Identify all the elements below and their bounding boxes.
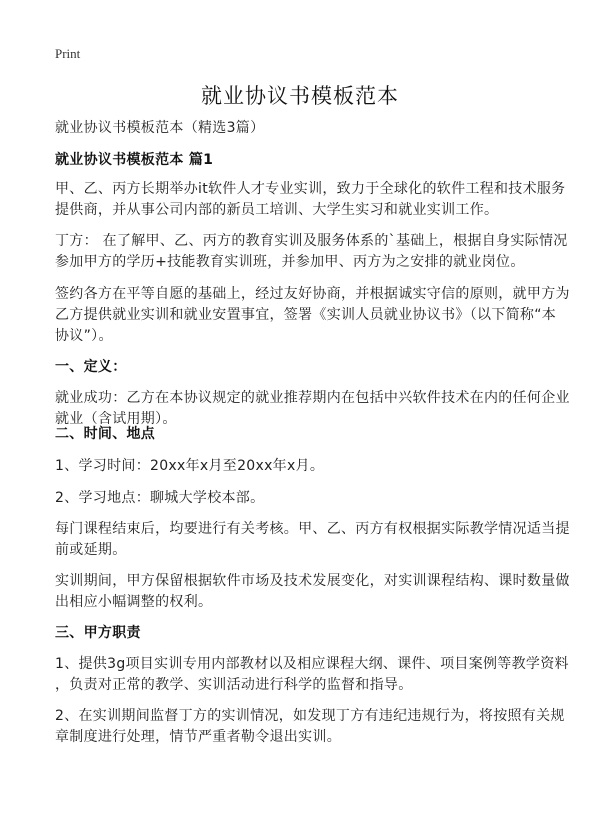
text-line: 章制度进行处理，情节严重者勒令退出实训。 (55, 729, 341, 745)
item-study-time: 1、学习时间：20xx年x月至20xx年x月。 (55, 458, 325, 474)
heading-definition: 一、定义： (55, 359, 127, 375)
item-study-place: 2、学习地点：聊城大学校本部。 (55, 490, 265, 506)
text-line: 就业（含试用期）。 (55, 411, 177, 427)
text-line: 乙方提供就业实训和就业安置事宜，签署《实训人员就业协议书》（以下简称“本 (55, 307, 557, 323)
document-title: 就业协议书模板范本 (201, 84, 399, 108)
heading-party-a-duties: 三、甲方职责 (55, 625, 141, 641)
text-line: 2、在实训期间监督丁方的实训情况，如发现丁方有违纪违规行为，将按照有关规 (55, 708, 565, 724)
document-subtitle: 就业协议书模板范本（精选3篇） (55, 120, 265, 136)
text-line: ，负责对正常的教学、实训活动进行科学的监督和指导。 (55, 677, 413, 693)
text-line: 就业成功：乙方在本协议规定的就业推荐期内在包括中兴软件技术在内的任何企业 (55, 390, 570, 406)
print-label: Print (55, 46, 81, 61)
text-line: 1、提供3g项目实训专用内部教材以及相应课程大纲、课件、项目案例等教学资料 (55, 656, 569, 672)
heading-time-place: 二、时间、地点 (55, 426, 156, 442)
section-heading: 就业协议书模板范本 篇1 (55, 152, 214, 168)
text-line: 签约各方在平等自愿的基础上，经过友好协商，并根据诚实守信的原则，就甲方为 (55, 286, 570, 302)
text-line: 前或延期。 (55, 542, 127, 558)
text-line: 出相应小幅调整的权利。 (55, 594, 213, 610)
text-line: 每门课程结束后，均要进行有关考核。甲、乙、丙方有权根据实际教学情况适当提 (55, 521, 570, 537)
text-line: 实训期间，甲方保留根据软件市场及技术发展变化，对实训课程结构、课时数量做 (55, 573, 570, 589)
text-line: 提供商，并从事公司内部的新员工培训、大学生实习和就业实训工作。 (55, 202, 499, 218)
text-line: 甲、乙、丙方长期举办it软件人才专业实训，致力于全球化的软件工程和技术服务 (55, 181, 566, 197)
text-line: 丁方： 在了解甲、乙、丙方的教育实训及服务体系的`基础上，根据自身实际情况 (55, 233, 568, 249)
text-line: 协议”）。 (55, 328, 113, 344)
text-line: 参加甲方的学历+技能教育实训班，并参加甲、丙方为之安排的就业岗位。 (55, 254, 525, 270)
